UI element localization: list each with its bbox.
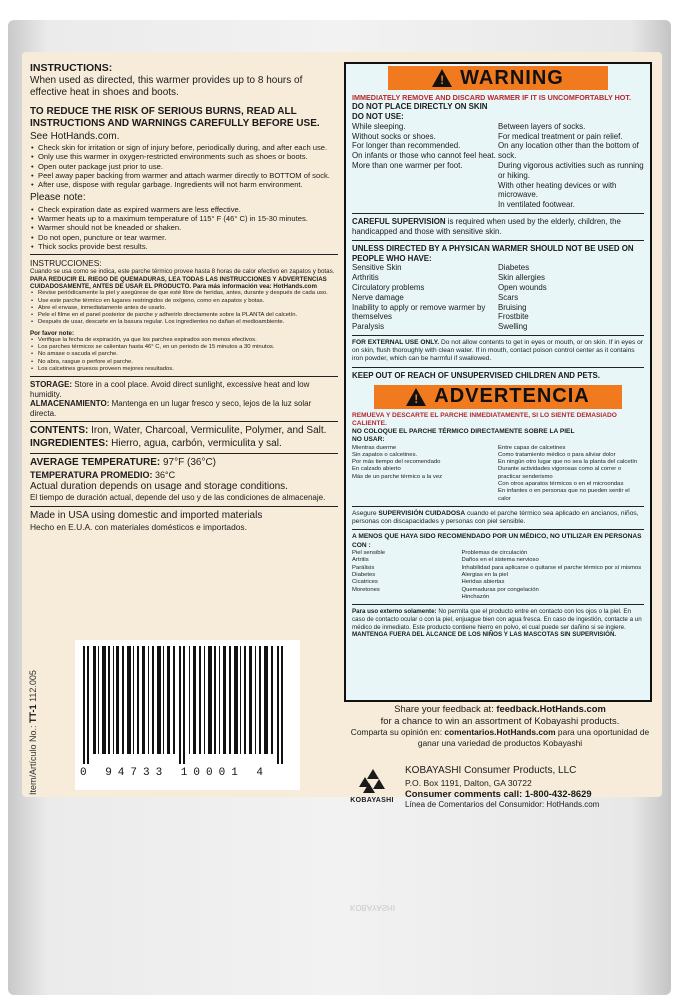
advertencia-conditions: [352, 550, 644, 601]
hecho-en-eua: Hecho en E.U.A. con materiales domésticos e importados.: [30, 522, 247, 533]
conditions-col-left: [352, 263, 498, 332]
condicion-item: Piel sensible: [352, 549, 386, 556]
condicion-item: Moretones: [352, 586, 380, 593]
condicion-item: Hinchazón: [461, 593, 490, 600]
company-name: KOBAYASHI Consumer Products, LLC: [405, 765, 577, 776]
note-item: • Warmer heats up to a maximum temperature of 115° F (46° C) in 15-30 minutes.: [38, 214, 338, 223]
instrucciones-heading: INSTRUCCIONES:: [30, 258, 102, 269]
line-es-site[interactable]: HotHands.com: [546, 799, 600, 809]
condicion-item: Diabetes: [352, 571, 376, 578]
feedback-post-es: para una oportunidad de ganar una variedad de productos Kobayashi: [417, 727, 650, 749]
warning-item: During vigorous activities such as running or hiking.: [498, 160, 644, 180]
condition-item: Frostbite: [498, 312, 529, 322]
advertencia-supervision: [352, 510, 644, 526]
storage-text: Store in a cool place. Avoid direct sunlight, excessive heat and low humidity.: [30, 379, 310, 399]
paso-item: • Abre el envase, inmediatamente antes de usarlo.: [38, 305, 338, 312]
temperature-line: [30, 457, 338, 470]
divider: [30, 376, 338, 377]
warning-item: On infants or those who cannot feel heat.: [352, 151, 496, 161]
ingredientes-label: INGREDIENTES:: [30, 437, 109, 449]
advertencia-item: Más de un parche térmico a la vez: [352, 473, 443, 480]
advertencia-item: Con otros aparatos térmicos o en el microondas: [498, 481, 624, 488]
almacenamiento-text: Mantenga en un lugar fresco y seco, lejos de la luz solar directa.: [30, 399, 312, 418]
spanish-instructions: [30, 258, 338, 373]
condicion-item: Cicatrices: [352, 579, 378, 586]
warning-external: [352, 339, 644, 364]
burn-warning-site: See HotHands.com.: [30, 130, 120, 142]
condicion-item: Alergias en la piel: [461, 571, 508, 578]
advertencia-item: En infantes o en personas que no pueden sentir el calor: [498, 488, 630, 502]
warning-direct: DO NOT PLACE DIRECTLY ON SKIN: [352, 102, 488, 111]
condition-item: Diabetes: [498, 263, 530, 273]
step-item: • Only use this warmer in oxygen-restricted environments such as shoes or boots.: [38, 152, 338, 161]
nota-item: • Verifique la fecha de expiración, ya que los parches expirados son menos efectivos.: [38, 337, 338, 344]
nota-item: • Los calcetines gruesos proveen mejores resultados.: [38, 366, 338, 373]
feedback-pre: Share your feedback at:: [394, 703, 497, 714]
made-in-usa: Made in USA using domestic and imported materials: [30, 509, 263, 521]
warning-item: For longer than recommended.: [352, 141, 461, 151]
divider: [352, 604, 644, 605]
warning-physician: UNLESS DIRECTED BY A PHYSICAN WARMER SHOULD NOT BE USED ON PEOPLE WHO HAVE:: [352, 243, 634, 263]
feedback-post: for a chance to win an assortment of Kobayashi products.: [380, 715, 620, 727]
warning-item: With other heating devices or with microwave.: [498, 180, 617, 200]
warning-do-not-use-list: [352, 122, 644, 210]
warning-discard: IMMEDIATELY REMOVE AND DISCARD WARMER IF IT IS UNCOMFORTABLY HOT.: [352, 93, 631, 102]
ingredientes-line: [30, 438, 338, 451]
item-value: TT-1: [28, 704, 38, 723]
warning-body: [346, 93, 650, 639]
condition-item: Open wounds: [498, 283, 547, 293]
warning-item: For medical treatment or pain relief.: [498, 131, 623, 141]
por-favor-list: [30, 337, 338, 373]
condicion-item: Quemaduras por congelación: [461, 586, 539, 593]
condicion-item: Inhabilidad para aplicarse o quitarse el parche térmico por sí mismos: [461, 564, 642, 571]
warning-triangle-icon: [406, 388, 426, 406]
divider: [352, 335, 644, 336]
contents-text: Iron, Water, Charcoal, Vermiculite, Polymer, and Salt.: [88, 425, 327, 437]
paso-item: • Use este parche térmico en lugares restringidos de oxígeno, como en zapatos y botas.: [38, 298, 338, 305]
warning-title: WARNING: [460, 66, 564, 89]
condition-item: Inability to apply or remove warmer by themselves: [352, 302, 486, 322]
consumer-line-es: [405, 800, 660, 810]
advertencia-col-right: [498, 445, 644, 504]
logo-wordmark: KOBAYASHI: [350, 797, 394, 804]
divider: [30, 453, 338, 454]
condition-item: Scars: [498, 292, 519, 302]
warning-item: Without socks or shoes.: [352, 131, 436, 141]
almacenamiento-label: ALMACENAMIENTO:: [30, 399, 110, 409]
step-item: • Peel away paper backing from warmer and attach warmer directly to BOTTOM of sock.: [38, 171, 338, 180]
divider: [352, 529, 644, 530]
warning-item: On any location other than the bottom of sock.: [498, 141, 639, 161]
external-bold-es: Para uso externo solamente:: [352, 608, 437, 616]
condicion-item: Problemas de circulación: [461, 549, 528, 556]
nota-item: • No amase o sacuda el parche.: [38, 351, 338, 358]
condition-item: Circulatory problems: [352, 283, 425, 293]
condition-item: Skin allergies: [498, 273, 545, 283]
divider: [30, 254, 338, 255]
condicion-item: Heridas abiertas: [461, 579, 505, 586]
divider: [352, 367, 644, 368]
instructions-column: [30, 62, 338, 532]
warning-box: [344, 62, 652, 702]
advertencia-no-usar: NO USAR:: [352, 436, 385, 444]
supervision-bold: CAREFUL SUPERVISION: [352, 216, 446, 226]
company-address: P.O. Box 1191, Dalton, GA 30722: [405, 777, 532, 788]
condition-item: Paralysis: [352, 322, 385, 332]
divider: [30, 421, 338, 422]
mirrored-ghost-text: KOBAYASHI: [350, 903, 396, 912]
advertencia-title: ADVERTENCIA: [434, 385, 590, 408]
advertencia-banner: [374, 385, 622, 409]
instructions-steps: [30, 143, 338, 189]
condition-item: Arthritis: [352, 273, 379, 283]
advertencia-item: Entre capas de calcetines: [498, 444, 566, 451]
condition-item: Swelling: [498, 322, 528, 332]
advertencia-discard: REMUEVA Y DESCARTE EL PARCHE INMEDIATAMENTE, SI LO SIENTE DEMASIADO CALIENTE.: [352, 411, 617, 427]
instructions-heading: INSTRUCTIONS:: [30, 62, 113, 74]
consumer-phone: [405, 788, 660, 800]
barcode-bars: [75, 640, 300, 765]
warning-item: More than one warmer per foot.: [352, 160, 463, 170]
external-text: Do not allow contents to get in eyes or mouth, or on skin. If in eyes or on skin, flush thoroughly with clean water. If in mouth, contact poison control center as it contains iron powder, which can be harmful if swallowed.: [352, 339, 643, 363]
note-item: • Check expiration date as expired warmers are less effective.: [38, 205, 338, 214]
phone-label: Consumer comments call:: [405, 788, 525, 800]
temperatura-line: [30, 470, 338, 481]
item-label: Item/Artículo No.:: [28, 725, 38, 795]
barcode-digits: 0 94733 10001 4: [80, 767, 270, 779]
advertencia-item: Sin zapatos o calcetines.: [352, 451, 418, 458]
warning-col-left: [352, 122, 498, 210]
note-item: • Warmer should not be kneaded or shaken.: [38, 223, 338, 232]
warning-item: In ventilated footwear.: [498, 200, 575, 210]
item-code: 112.005: [28, 670, 38, 702]
feedback-link-es[interactable]: comentarios.HotHands.com: [444, 727, 556, 738]
divider: [30, 506, 338, 507]
notes-list: [30, 205, 338, 251]
feedback-line: [350, 703, 650, 715]
note-item: • Do not open, puncture or tear warmer.: [38, 233, 338, 242]
advertencia-physician: A MENOS QUE HAYA SIDO RECOMENDADO POR UN MÉDICO, NO UTILIZAR EN PERSONAS CON :: [352, 533, 642, 549]
advertencia-item: En calzado abierto: [352, 466, 401, 473]
condition-item: Bruising: [498, 302, 527, 312]
contents-line: [30, 425, 338, 438]
condicion-item: Daños en el sistema nervioso: [461, 557, 539, 564]
supervision-bold-es: SUPERVISIÓN CUIDADOSA: [378, 510, 466, 518]
paso-item: • Después de usar, descarte en la basura regular. Los ingredientes no dañan el medioambiente.: [38, 319, 338, 326]
instructions-intro: When used as directed, this warmer provides up to 8 hours of effective heat in shoes and boots.: [30, 74, 303, 99]
advertencia-item: Como tratamiento médico o para aliviar dolor: [498, 451, 616, 458]
warning-do-not-use: DO NOT USE:: [352, 111, 404, 121]
condiciones-col-right: [462, 550, 645, 601]
conditions-col-right: [498, 263, 644, 332]
temperatura-value: 36°C: [152, 469, 176, 480]
contents-label: CONTENTS:: [30, 425, 89, 437]
advertencia-external: [352, 608, 644, 631]
phone-number[interactable]: 1-800-432-8629: [524, 788, 592, 800]
kobayashi-logo: [345, 765, 399, 804]
temperature-label: AVERAGE TEMPERATURE:: [30, 457, 161, 469]
item-number: [28, 645, 38, 795]
supervision-text-es: cuando el parche térmico sea aplicado en ancianos, niños, personas con discapacidades y personas con piel sensible.: [352, 510, 639, 526]
warning-banner: [388, 66, 608, 90]
warning-col-right: [498, 122, 644, 210]
paso-item: • Pele el filme en el panel posterior de parche y adherirlo directamente sobre la PLANTA del calcetín.: [38, 312, 338, 319]
advertencia-item: Mientras duerme: [352, 444, 397, 451]
burn-warning-bold: TO REDUCE THE RISK OF SERIOUS BURNS, READ ALL INSTRUCTIONS AND WARNINGS CAREFULLY BEFORE USE.: [30, 105, 320, 130]
warning-item: While sleeping.: [352, 121, 406, 131]
nota-item: • No abra, rasgue o perfore el parche.: [38, 359, 338, 366]
condiciones-col-left: [352, 550, 462, 601]
divider: [352, 506, 644, 507]
kobayashi-logo-icon: [355, 765, 389, 795]
almacenamiento-line: [30, 399, 338, 418]
external-text-es: No permita que el producto entre en contacto con los ojos o la piel. En caso de contacto ocular o con la piel, enjuague bien con agua fresca. En caso de ingestión, contacte a un médico de inmediato. Este producto contiene hierro en polvo, el cual puede ser dañino si se ingiere.: [352, 608, 642, 631]
note-heading: Please note:: [30, 192, 86, 204]
advertencia-col-left: [352, 445, 498, 504]
warning-conditions: [352, 263, 644, 332]
divider: [352, 240, 644, 241]
warning-triangle-icon: [432, 69, 452, 87]
warning-item: Between layers of socks.: [498, 121, 586, 131]
advertencia-direct: NO COLOQUE EL PARCHE TÉRMICO DIRECTAMENTE SOBRE LA PIEL: [352, 428, 575, 436]
storage-label: STORAGE:: [30, 379, 73, 389]
feedback-line-es: [350, 727, 650, 749]
paso-item: • Revise periódicamente la piel y asegúrese de que esté libre de heridas, antes, durante y después de cada uso.: [38, 290, 338, 297]
step-item: • Check skin for irritation or sign of injury before, periodically during, and after each use.: [38, 143, 338, 152]
storage-line: [30, 380, 338, 399]
burn-warning: [30, 106, 338, 144]
instrucciones-steps: [30, 290, 338, 326]
por-favor-heading: Por favor note:: [30, 329, 75, 337]
warning-supervision: [352, 217, 644, 237]
feedback-pre-es: Comparta su opinión en:: [350, 727, 445, 738]
supervision-pre-es: Asegure: [352, 510, 379, 518]
duration-note: Actual duration depends on usage and storage conditions.: [30, 480, 288, 492]
external-bold: FOR EXTERNAL USE ONLY.: [352, 339, 440, 346]
step-item: • After use, dispose with regular garbage. Ingredients will not harm environment.: [38, 180, 338, 189]
advertencia-no-usar-list: [352, 445, 644, 504]
advertencia-item: En ningún otro lugar que no sea la planta del calcetín: [498, 459, 638, 466]
warning-reach: KEEP OUT OF REACH OF UNSUPERVISED CHILDREN AND PETS.: [352, 370, 600, 380]
ingredientes-text: Hierro, agua, carbón, vermiculita y sal.: [108, 437, 282, 449]
nota-item: • Los parches térmicos se calientan hasta 46° C, en un periodo de 15 minutos a 30 minutos.: [38, 344, 338, 351]
line-es-label: Línea de Comentarios del Consumidor:: [405, 799, 547, 809]
duration-note-es: El tiempo de duración actual, depende del uso y de las condiciones de almacenaje.: [30, 493, 326, 503]
condition-item: Sensitive Skin: [352, 263, 402, 273]
temperatura-label: TEMPERATURA PROMEDIO:: [30, 469, 153, 480]
company-info: [405, 765, 660, 810]
condition-item: Nerve damage: [352, 292, 404, 302]
step-item: • Open outer package just prior to use.: [38, 162, 338, 171]
note-item: • Thick socks provide best results.: [38, 242, 338, 251]
advertencia-reach: MANTENGA FUERA DEL ALCANCE DE LOS NIÑOS Y LAS MASCOTAS SIN SUPERVISIÓN.: [352, 631, 617, 639]
advertencia-item: Durante actividades vigorosas como al correr o practicar senderismo: [498, 466, 622, 480]
feedback-link[interactable]: feedback.HotHands.com: [496, 703, 606, 714]
instrucciones-burn: PARA REDUCIR EL RIEGO DE QUEMADURAS, LEA TODAS LAS INSTRUCCIONES Y ADVERTENCIAS CUIDADOSAMENTE, ANTES DE USAR EL PRODUCTO. Para más información vea: HotHands.com: [30, 275, 327, 291]
supervision-text: is required when used by the elderly, children, the handicapped and those with sensitive skin.: [352, 216, 621, 236]
feedback-section: [350, 703, 650, 749]
temperature-value: 97°F (36°C): [160, 457, 216, 469]
condicion-item: Artritis: [352, 557, 369, 564]
advertencia-item: Por más tiempo del recomendado: [352, 459, 441, 466]
instrucciones-intro: Cuando se usa como se indica, este parche térmico provee hasta 8 horas de calor efectivo en zapatos y botas.: [30, 268, 335, 276]
divider: [352, 213, 644, 214]
condicion-item: Parálisis: [352, 564, 375, 571]
